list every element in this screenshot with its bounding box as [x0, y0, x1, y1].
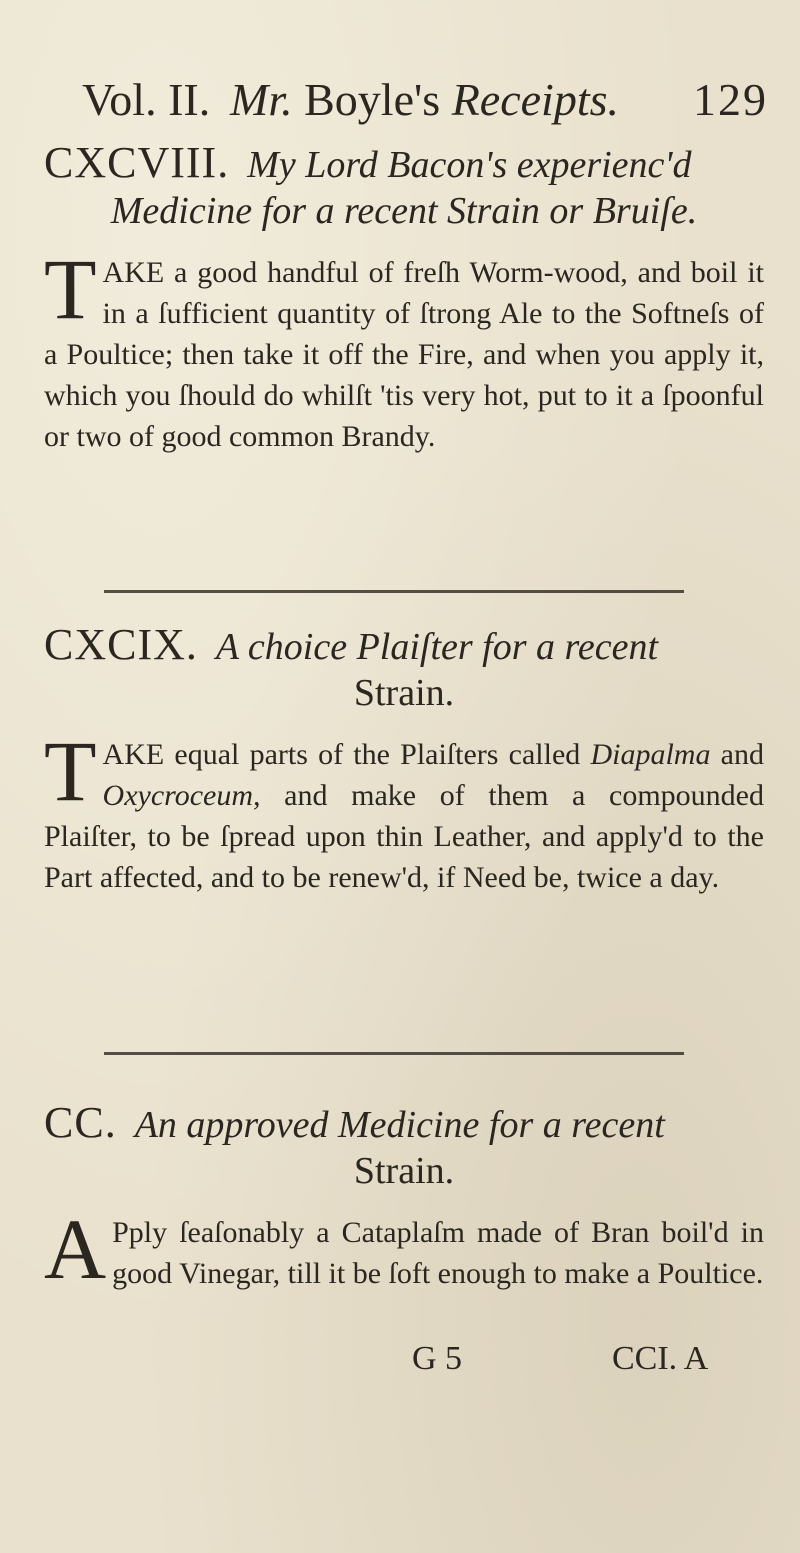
catchword: CCI. A — [612, 1340, 709, 1377]
receipt-text: Pply ſeaſonably a Cataplaſm made of Bran boil'd in good Vinegar, till it be ſoft enough to make a Poultice. — [112, 1216, 764, 1290]
section-divider — [104, 590, 684, 593]
receipt-title-line1: My Lord Bacon's experienc'd — [247, 144, 692, 186]
receipt-heading — [44, 1100, 764, 1194]
receipt-number: CXCIX. — [44, 620, 198, 669]
volume-label: Vol. II. — [82, 74, 211, 125]
receipt-text-part3: and make of them a compounded Plaiſter, to be ſpread upon thin Leather, and apply'd to the Part affected, and to be renew'd, if Need be, twice a day. — [44, 779, 764, 894]
drop-cap: T — [44, 241, 97, 337]
running-head — [82, 70, 768, 130]
receipt-text-part2: and — [710, 738, 764, 771]
receipt-title-line2: Strain. — [353, 672, 455, 714]
title-suffix: Receipts. — [451, 74, 620, 125]
receipt-number: CC. — [44, 1098, 117, 1147]
page-number: 129 — [693, 74, 768, 125]
receipt-section — [44, 1098, 764, 1297]
receipt-title-line2: Medicine for a recent Strain or Bruiſe. — [110, 190, 698, 232]
title-name: Boyle's — [304, 74, 441, 125]
receipt-text: AKE a good handful of freſh Worm-wood, and boil it in a ſufficient quantity of ſtrong Ale to the Softneſs of a Poultice; then take it off the Fire, and when you apply it, which you ſhould do whilſt 'tis very hot, put to it a ſpoonful or two of good common Brandy. — [44, 256, 764, 453]
receipt-body — [44, 241, 764, 457]
section-divider — [104, 1052, 684, 1055]
receipt-text-part1: AKE equal parts of the Plaiſters called — [102, 738, 591, 771]
drop-cap: T — [44, 723, 97, 819]
receipt-body — [44, 723, 764, 898]
title-prefix: Mr. — [230, 74, 293, 125]
drop-cap: A — [44, 1201, 107, 1297]
book-title — [230, 70, 619, 130]
receipt-title-line1: A choice Plaiſter for a recent — [215, 626, 659, 668]
signature-mark: G 5 — [412, 1340, 463, 1377]
receipt-number: CXCVIII. — [44, 138, 230, 187]
receipt-title-line1: An approved Medicine for a recent — [134, 1104, 665, 1146]
receipt-text-italic1: Diapalma — [590, 738, 711, 771]
receipt-heading — [44, 622, 764, 716]
receipt-body — [44, 1201, 764, 1297]
receipt-section — [44, 622, 764, 898]
receipt-heading — [44, 140, 764, 234]
receipt-section — [44, 140, 764, 457]
receipt-title-line2: Strain. — [353, 1150, 455, 1192]
receipt-text-italic2: Oxycroceum, — [102, 779, 261, 812]
